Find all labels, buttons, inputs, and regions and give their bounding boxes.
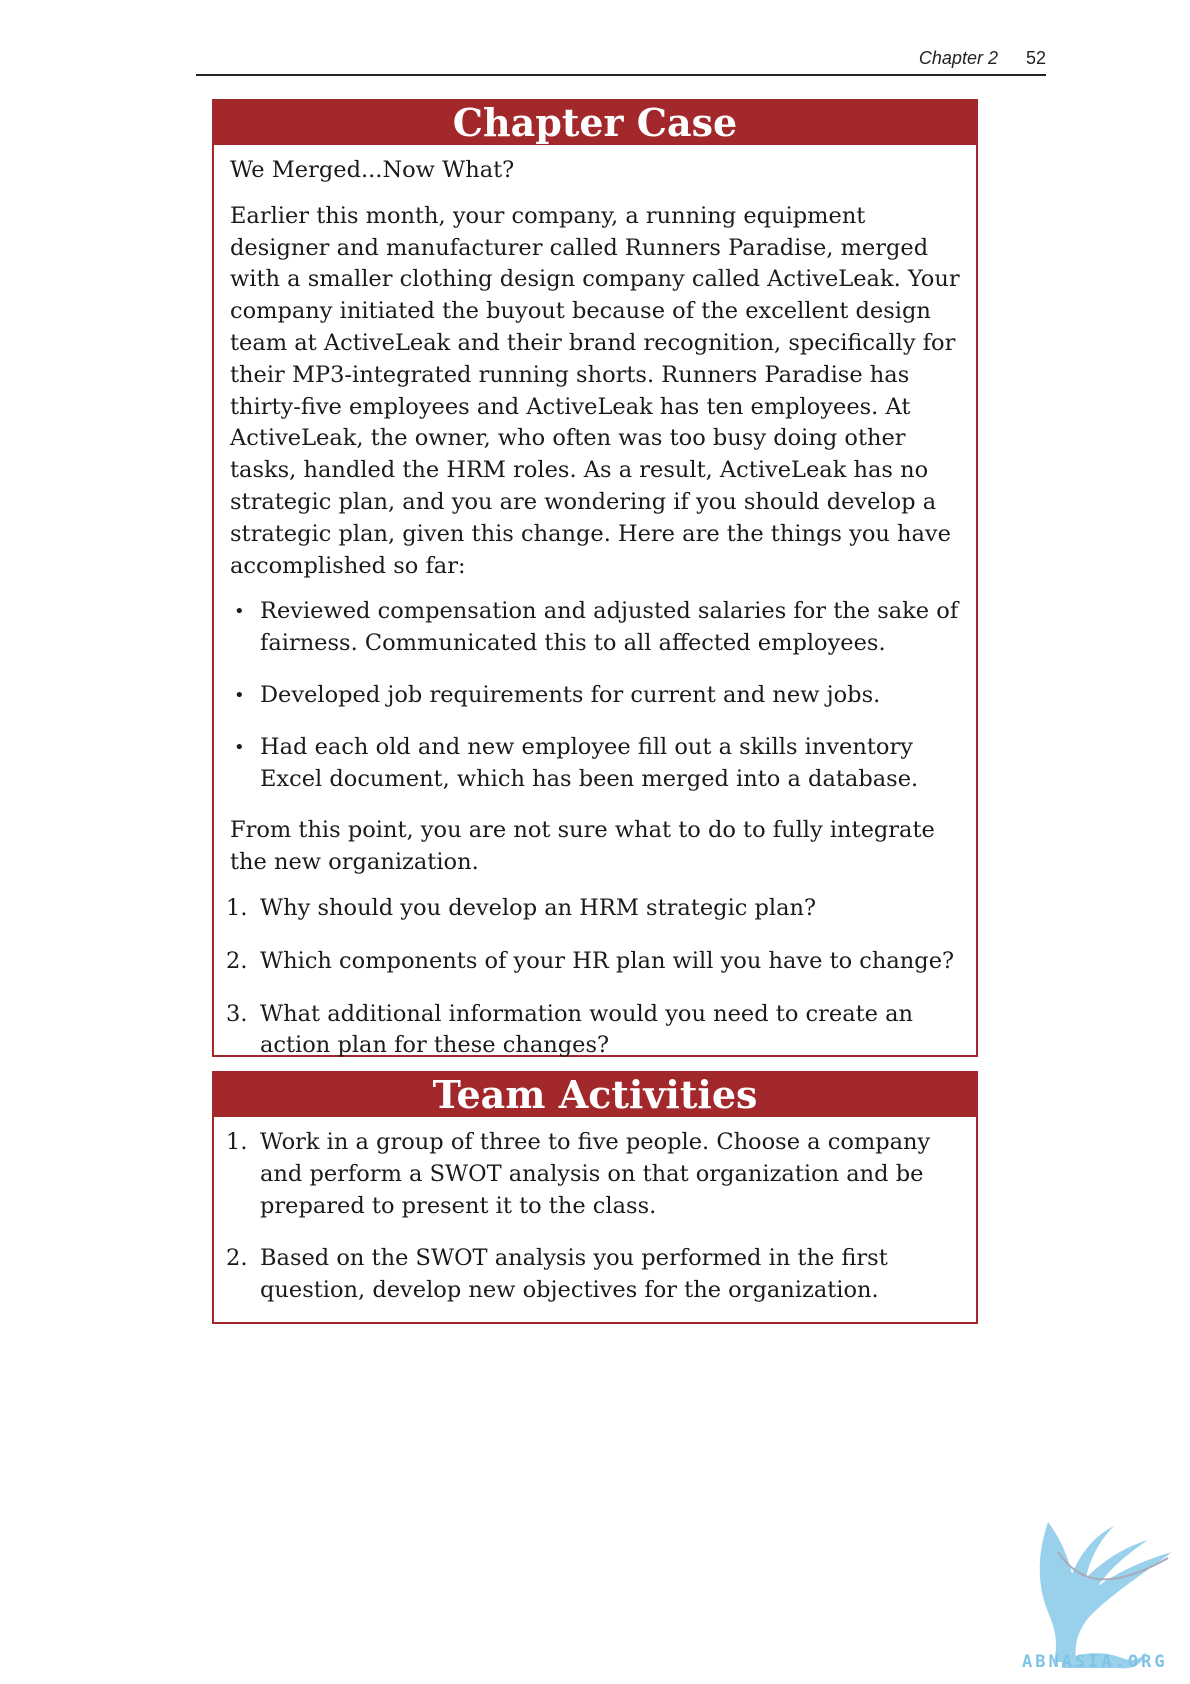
chapter-case-title: Chapter Case [214,101,976,145]
question-text: Why should you develop an HRM strategic plan? [260,894,817,921]
team-activities-title: Team Activities [214,1073,976,1117]
activity-text: Work in a group of three to five people. Choose a company and perform a SWOT analysis on that organization and be prepared to present it to the class. [260,1129,931,1219]
case-closing-paragraph: From this point, you are not sure what to do to fully integrate the new organization. [230,817,935,876]
question-text: Which components of your HR plan will you have to change? [260,947,955,974]
team-activities-list [226,1127,960,1307]
chapter-case-box [212,99,978,1057]
list-item: • Had each old and new employee fill out a skills inventory Excel document, which has been merged into a database. [230,732,960,796]
question-text: What additional information would you need to create an action plan for these changes? [260,1000,914,1059]
chapter-label: Chapter 2 [918,48,998,68]
page-number: 52 [1025,48,1046,68]
activity-number: 1. [226,1129,248,1155]
case-questions-list [226,893,960,1062]
case-intro-paragraph: Earlier this month, your company, a running equipment designer and manufacturer called Runners Paradise, merged with a smaller clothing design company called ActiveLeak. Your company initiated the buyout because of the excellent design team at ActiveLeak and their brand recognition, specifically for their MP3-integrated running shorts. Runners Paradise has thirty-five employees and ActiveLeak has ten employees. At ActiveLeak, the owner, who often was too busy doing other tasks, handled the HRM roles. As a result, ActiveLeak has no strategic plan, and you are wondering if you should develop a strategic plan, given this change. Here are the things you have accomplished so far: [230,202,960,579]
activity-text: Based on the SWOT analysis you performed in the first question, develop new objectives for the organization. [260,1245,888,1304]
activity-number: 2. [226,1245,248,1272]
running-header [196,48,1046,76]
griffin-logo-icon [1018,1512,1178,1674]
case-subtitle: We Merged...Now What? [230,157,515,183]
question-number: 1. [226,894,248,921]
list-item: • Reviewed compensation and adjusted salaries for the sake of fairness. Communicated this to all affected employees. [230,596,960,660]
list-item: • Developed job requirements for current and new jobs. [230,680,960,712]
question-item [226,999,960,1063]
question-number: 2. [226,947,248,974]
watermark-text: ABNASIA.ORG [1022,1652,1168,1672]
accomplishments-list [230,596,960,795]
activity-item [226,1127,960,1222]
activity-item [226,1243,960,1307]
team-activities-box [212,1071,978,1324]
question-item [226,893,960,925]
question-number: 3. [226,1000,248,1027]
question-item [226,946,960,978]
